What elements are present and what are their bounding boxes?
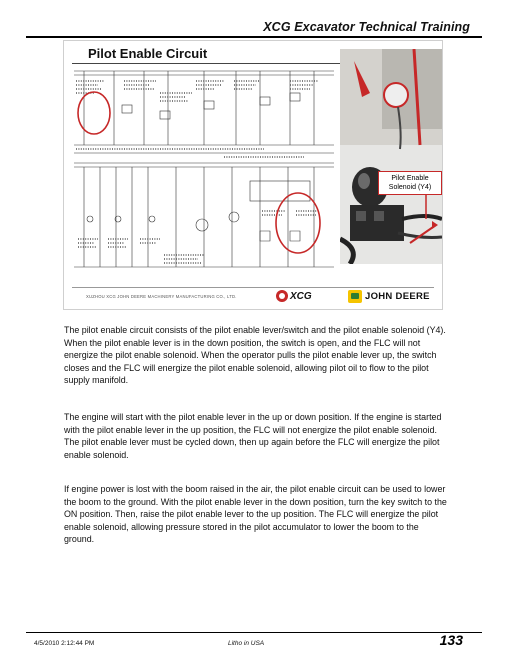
slide-figure — [63, 40, 443, 310]
xcg-logo-icon — [276, 290, 288, 302]
document-header-title: XCG Excavator Technical Training — [263, 20, 470, 34]
solenoid-manifold-photo — [340, 49, 442, 264]
header-rule — [26, 36, 482, 38]
footer-litho: Litho in USA — [228, 640, 265, 647]
body-paragraph: The pilot enable circuit consists of the pilot enable lever/switch and the pilot enable solenoid (Y4). When the pilot enable lever is in the down position, the switch is open, and the FLC will not energize the pilot enable solenoid. When the operator pulls the pilot enable lever up, the switch closes and the FLC will energize the pilot enable solenoid, allowing pilot oil to flow to the pilot supply manifold. — [64, 325, 446, 386]
highlight-circle-switch — [78, 92, 110, 134]
footer-date: 4/5/2010 2:12:44 PM — [34, 640, 95, 647]
slide-title: Pilot Enable Circuit — [88, 46, 208, 61]
body-paragraph: The engine will start with the pilot enable lever in the up or down position. If the engine is started with the pilot enable lever in the up position, the FLC will not energize the pilot enable solenoid. The pilot enable lever must be cycled down, then up again before the FLC will energize the pilot enable solenoid. — [64, 412, 442, 460]
xcg-logo — [276, 289, 312, 303]
highlight-circle-solenoid — [276, 193, 320, 253]
john-deere-logo — [348, 289, 430, 303]
xcg-logo-text: XCG — [290, 290, 312, 302]
callout-line-2: Solenoid (Y4) — [388, 184, 432, 191]
pilot-enable-solenoid-callout — [378, 171, 442, 195]
john-deere-logo-text: JOHN DEERE — [365, 290, 430, 302]
page-number: 133 — [439, 632, 463, 648]
footer-rule — [26, 632, 482, 633]
slide-footer-company: XUZHOU XCG JOHN DEERE MACHINERY MANUFACTURING CO., LTD. — [86, 294, 237, 299]
body-paragraph: If engine power is lost with the boom raised in the air, the pilot enable circuit can be used to lower the boom to the ground. With the pilot enable lever in the down position, turn the key switch to the ON position. Then, raise the pilot enable lever to the up position. The FLC will energize the pilot enable solenoid, allowing pressure stored in the pilot accumulator to lower the boom to the ground. — [64, 484, 447, 545]
slide-footer-rule — [72, 287, 434, 288]
callout-line-1: Pilot Enable — [391, 175, 429, 182]
deer-icon — [348, 290, 362, 303]
